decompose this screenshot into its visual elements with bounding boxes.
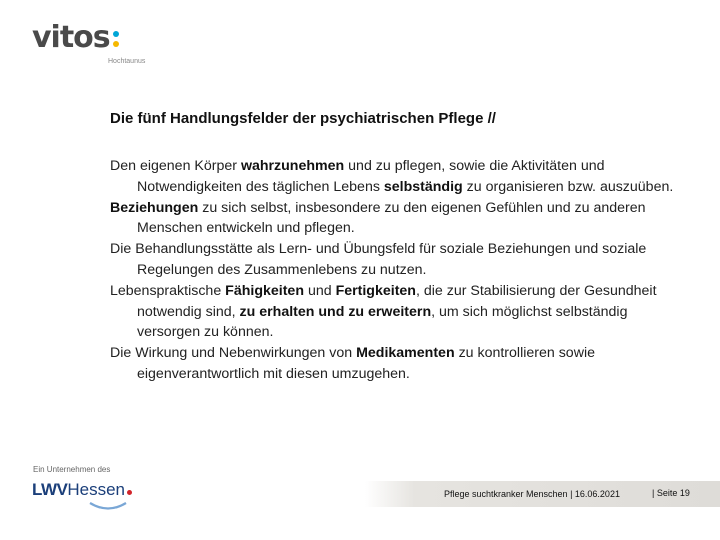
body-paragraph <box>110 198 680 240</box>
lwv-red-dot-icon <box>127 490 132 495</box>
logo-subtitle: Hochtaunus <box>108 58 146 65</box>
slide-body <box>110 156 680 385</box>
paragraph-text: zu sich selbst, insbesondere zu den eigenen Gefühlen und zu anderen Menschen entwickeln und pflegen. <box>137 199 646 237</box>
company-note: Ein Unternehmen des <box>33 465 111 474</box>
paragraph-text: , um sich möglichst selbständig versorgen zu können. <box>137 303 628 341</box>
lwv-logo-rest: Hessen <box>67 480 125 499</box>
body-paragraph <box>110 343 680 385</box>
lwv-hessen-logo <box>32 480 132 500</box>
emphasis-text: Fertigkeiten <box>335 282 416 299</box>
emphasis-text: Beziehungen <box>110 199 199 216</box>
footer-doc-info: Pflege suchtkranker Menschen | 16.06.2021 <box>444 489 620 499</box>
paragraph-text: Die Behandlungsstätte als Lern- und Übungsfeld für soziale Beziehungen und soziale Regelungen des Zusammenlebens zu nutzen. <box>110 241 647 278</box>
logo-wordmark: vitos <box>32 20 110 55</box>
body-paragraph <box>110 281 680 343</box>
slide-title: Die fünf Handlungsfelder der psychiatrischen Pflege // <box>110 110 496 127</box>
vitos-logo <box>32 20 146 65</box>
paragraph-text: und <box>304 282 336 299</box>
logo-colon-icon <box>113 27 123 51</box>
emphasis-text: zu erhalten und zu erweitern <box>239 303 432 320</box>
emphasis-text: Medikamenten <box>356 345 455 362</box>
paragraph-text: Den eigenen Körper <box>110 158 241 174</box>
paragraph-text: und zu pflegen, sowie die Aktivitäten und Notwendigkeiten des täglichen Lebens <box>137 158 605 195</box>
lwv-swoosh-icon <box>88 500 128 512</box>
emphasis-text: wahrzunehmen <box>240 158 345 174</box>
paragraph-text: Die Wirkung und Nebenwirkungen von <box>110 345 357 362</box>
body-paragraph <box>110 239 680 281</box>
paragraph-text: zu organisieren bzw. auszuüben. <box>462 178 674 195</box>
paragraph-text: Lebenspraktische <box>110 282 226 299</box>
emphasis-text: selbständig <box>383 178 463 195</box>
paragraph-text: , die zur Stabilisierung der Gesundheit notwendig sind, <box>137 282 657 320</box>
lwv-logo-bold: LWV <box>32 480 68 499</box>
footer-page-number: | Seite 19 <box>652 488 690 498</box>
paragraph-text: zu kontrollieren sowie eigenverantwortlich mit diesen umzugehen. <box>137 345 595 382</box>
body-paragraph <box>110 156 680 198</box>
emphasis-text: Fähigkeiten <box>225 282 304 299</box>
